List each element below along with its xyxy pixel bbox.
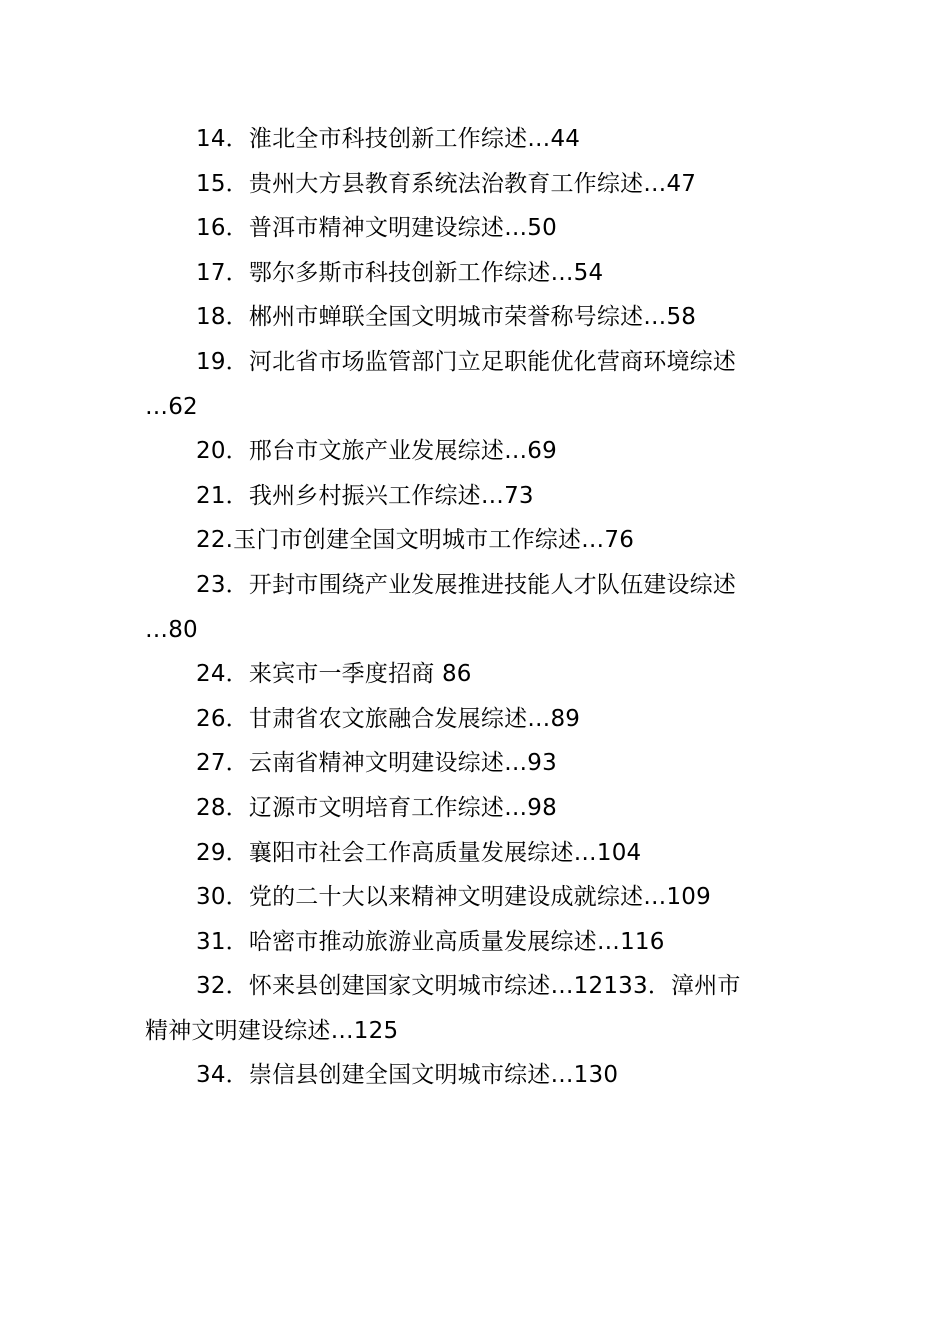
toc-entry: 16．普洱市精神文明建设综述…50 xyxy=(196,215,557,242)
toc-entry: 21．我州乡村振兴工作综述…73 xyxy=(196,482,534,509)
toc-entry: 18．郴州市蝉联全国文明城市荣誉称号综述…58 xyxy=(196,304,697,331)
toc-entry: 26．甘肃省农文旅融合发展综述…89 xyxy=(196,705,581,732)
toc-entry: 17．鄂尔多斯市科技创新工作综述…54 xyxy=(196,259,604,286)
toc-entry: 19．河北省市场监管部门立足职能优化营商环境综述 xyxy=(196,348,737,375)
toc-entry: 27．云南省精神文明建设综述…93 xyxy=(196,750,557,777)
toc-entry-continuation: …80 xyxy=(145,616,198,643)
toc-entry: 23．开封市围绕产业发展推进技能人才队伍建设综述 xyxy=(196,571,737,598)
toc-entry: 24．来宾市一季度招商 86 xyxy=(196,661,472,688)
toc-entry: 34．崇信县创建全国文明城市综述…130 xyxy=(196,1062,619,1089)
toc-entry: 30．党的二十大以来精神文明建设成就综述…109 xyxy=(196,884,711,911)
toc-entry: 15．贵州大方县教育系统法治教育工作综述…47 xyxy=(196,170,697,197)
toc-entry: 28．辽源市文明培育工作综述…98 xyxy=(196,794,557,821)
toc-entry: 22.玉门市创建全国文明城市工作综述…76 xyxy=(196,527,635,554)
table-of-contents xyxy=(145,117,810,1098)
toc-entry: 31．哈密市推动旅游业高质量发展综述…116 xyxy=(196,928,665,955)
toc-entry-continuation: 精神文明建设综述…125 xyxy=(145,1017,399,1044)
toc-entry-continuation: …62 xyxy=(145,393,198,420)
toc-entry: 14．淮北全市科技创新工作综述…44 xyxy=(196,126,581,152)
toc-entry: 20．邢台市文旅产业发展综述…69 xyxy=(196,438,557,465)
toc-entry: 29．襄阳市社会工作高质量发展综述…104 xyxy=(196,839,642,866)
toc-entry: 32．怀来县创建国家文明城市综述…12133．漳州市 xyxy=(196,973,741,1000)
